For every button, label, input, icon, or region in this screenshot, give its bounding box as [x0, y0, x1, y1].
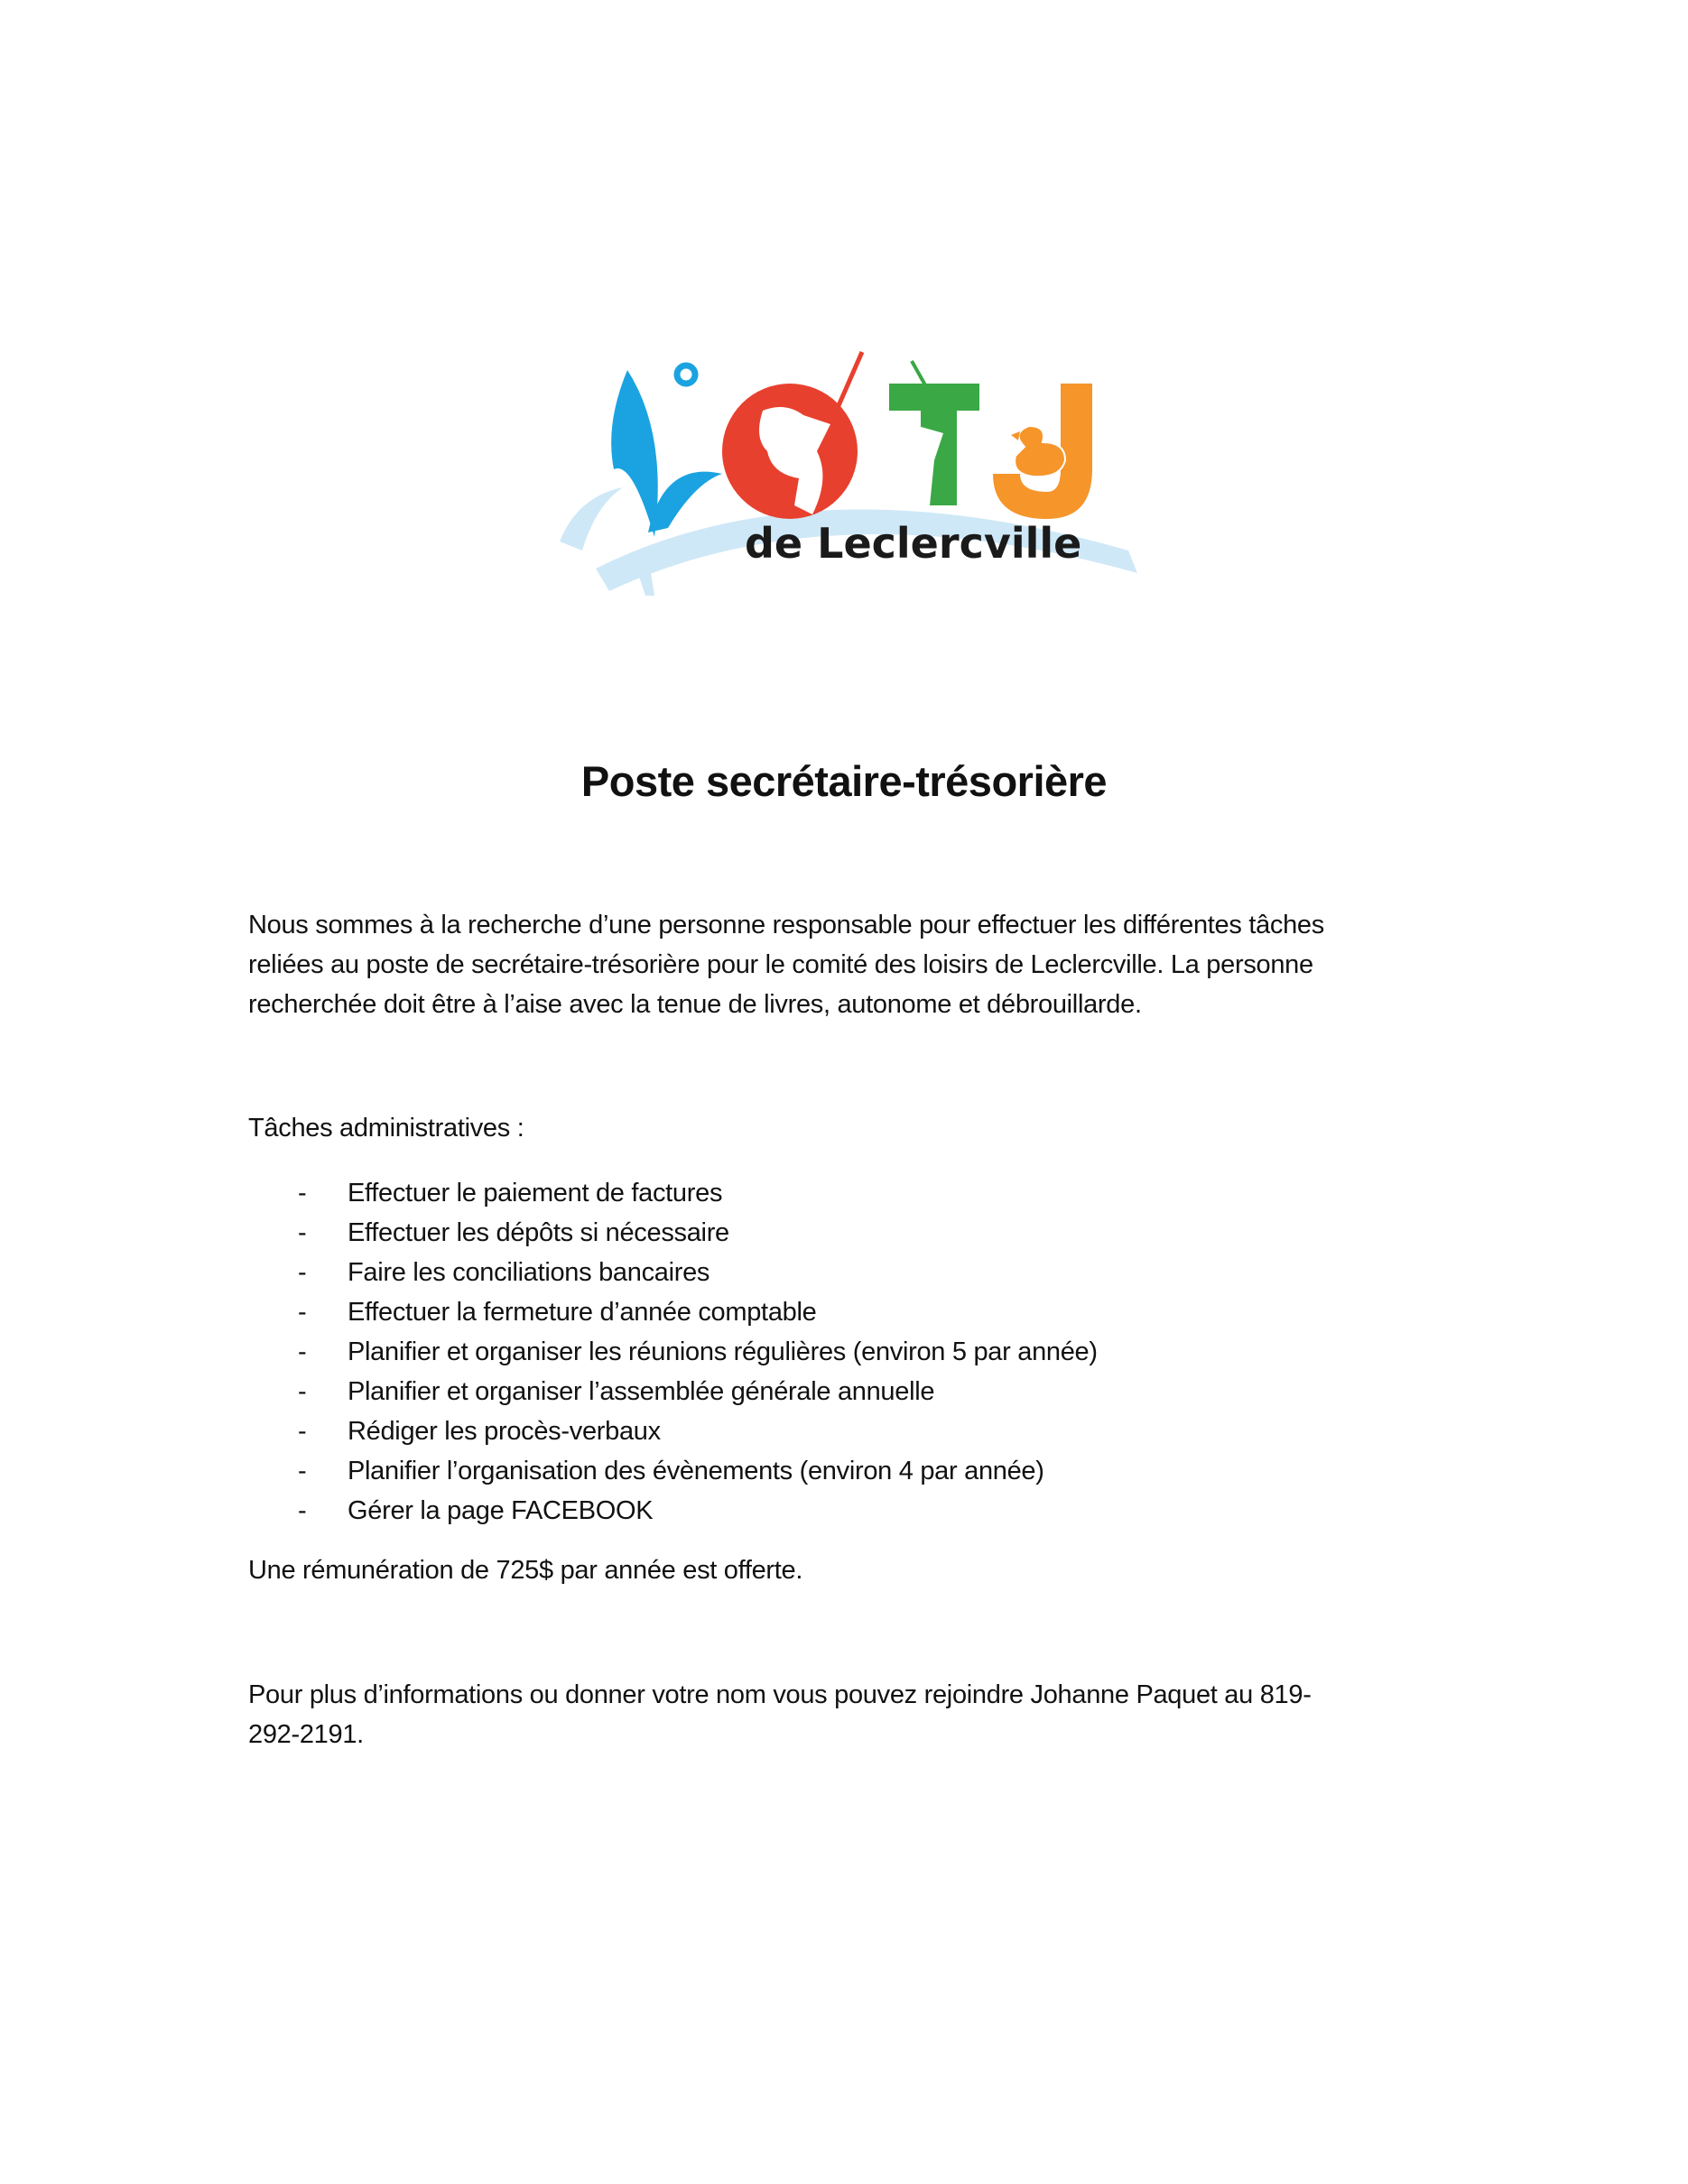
logo-graphic: [542, 325, 1146, 605]
intro-paragraph: [248, 905, 1440, 1024]
intro-line: recherchée doit être à l’aise avec la tenue de livres, autonome et débrouillarde.: [248, 990, 1142, 1019]
intro-line: reliées au poste de secrétaire-trésorière pour le comité des loisirs de Leclercville. La personne: [248, 950, 1313, 979]
otj-leclercville-logo: [542, 325, 1146, 605]
page-title: Poste secrétaire-trésorière: [580, 757, 1108, 805]
bullet-dash: -: [298, 1496, 307, 1525]
bullet-dash: -: [298, 1258, 307, 1287]
rubber-duck-icon: [1015, 426, 1065, 477]
bullet-dash: -: [298, 1377, 307, 1406]
logo-subtitle: de Leclercville: [745, 519, 1082, 568]
task-text: Effectuer le paiement de factures: [348, 1179, 723, 1208]
tasks-heading: Tâches administratives :: [248, 1114, 524, 1143]
bullet-dash: -: [298, 1457, 307, 1485]
hockey-stick-icon: [830, 352, 862, 424]
swoosh-arc-icon: [560, 487, 623, 551]
task-text: Planifier et organiser les réunions régulières (environ 5 par année): [348, 1337, 1098, 1366]
bullet-dash: -: [298, 1179, 307, 1208]
bullet-dash: -: [298, 1417, 307, 1446]
bullet-dash: -: [298, 1298, 307, 1327]
contact-paragraph: [248, 1675, 1440, 1754]
task-text: Rédiger les procès-verbaux: [348, 1417, 661, 1446]
task-text: Planifier l’organisation des évènements (environ 4 par année): [348, 1457, 1044, 1485]
bullet-dash: -: [298, 1337, 307, 1366]
task-text: Gérer la page FACEBOOK: [348, 1496, 654, 1525]
bullet-dash: -: [298, 1218, 307, 1247]
remuneration-text: Une rémunération de 725$ par année est offerte.: [248, 1556, 803, 1585]
task-text: Effectuer la fermeture d’année comptable: [348, 1298, 817, 1327]
contact-line: Pour plus d’informations ou donner votre nom vous pouvez rejoindre Johanne Paquet au 819-: [248, 1680, 1312, 1709]
contact-line: 292-2191.: [248, 1720, 364, 1749]
intro-line: Nous sommes à la recherche d’une personne responsable pour effectuer les différentes tâches: [248, 911, 1324, 939]
letter-l-leaf-icon: [611, 370, 658, 537]
task-text: Planifier et organiser l’assemblée générale annuelle: [348, 1377, 935, 1406]
letter-l-base-icon: [648, 472, 722, 532]
task-text: Faire les conciliations bancaires: [348, 1258, 710, 1287]
task-text: Effectuer les dépôts si nécessaire: [348, 1218, 729, 1247]
apostrophe-dot-icon: [677, 366, 695, 384]
